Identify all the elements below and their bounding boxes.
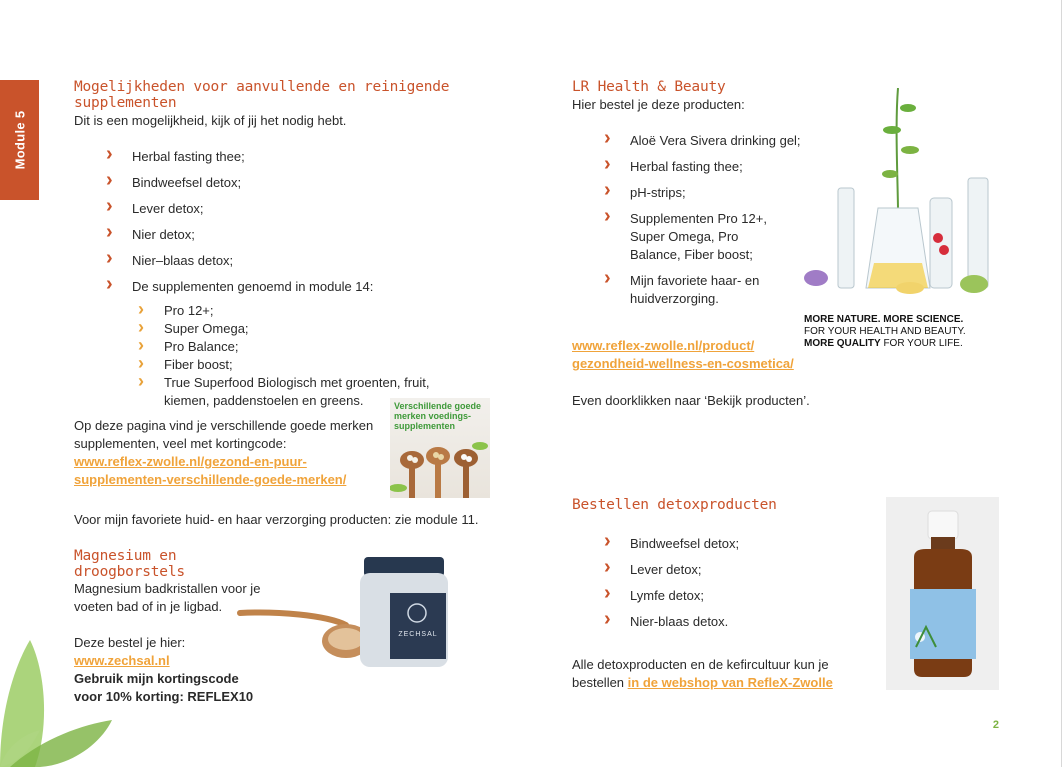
module-tab-label: Module 5 bbox=[12, 110, 27, 170]
skin-care-text: Voor mijn favoriete huid- en haar verzorging producten: zie module 11. bbox=[74, 512, 479, 527]
discount-line-2: voor 10% korting: REFLEX10 bbox=[74, 689, 254, 704]
detox-order-text: Alle detoxproducten en de kefircultuur kun je bestellen in de webshop van RefleX-Zwolle bbox=[572, 657, 833, 690]
sub-list-item: › True Superfood Biologisch met groenten, fruit, kiemen, paddenstoelen en greens. bbox=[138, 374, 438, 410]
list-item: › Herbal fasting thee; bbox=[604, 158, 804, 176]
lr-slogan: MORE NATURE. MORE SCIENCE. FOR YOUR HEALTH AND BEAUTY. MORE QUALITY FOR YOUR LIFE. bbox=[804, 314, 966, 349]
supplements-intro: Dit is een mogelijkheid, kijk of jij het nodig hebt. bbox=[74, 113, 347, 128]
brands-block bbox=[74, 417, 389, 489]
magnesium-heading: Magnesium en droogborstels bbox=[74, 548, 185, 580]
list-item: › Lymfe detox; bbox=[604, 587, 872, 613]
module-tab bbox=[0, 80, 39, 200]
detox-heading: Bestellen detoxproducten bbox=[572, 497, 777, 513]
discount-line-1: Gebruik mijn kortingscode bbox=[74, 671, 239, 686]
detox-list bbox=[604, 535, 872, 639]
sub-list-item: › Pro 12+; bbox=[138, 302, 438, 320]
page-number: 2 bbox=[992, 719, 999, 731]
lr-products-link[interactable]: www.reflex-zwolle.nl/product/ gezondheid-wellness-en-cosmetica/ bbox=[572, 338, 794, 371]
right-column bbox=[572, 79, 812, 308]
list-item: › Herbal fasting thee; bbox=[106, 148, 504, 174]
supplement-list bbox=[106, 148, 504, 302]
list-item: › Nier–blaas detox; bbox=[106, 252, 504, 278]
sub-supplement-list bbox=[138, 302, 438, 410]
sub-list-item: › Pro Balance; bbox=[138, 338, 438, 356]
list-item: › Lever detox; bbox=[604, 561, 872, 587]
detox-bottle-image bbox=[886, 497, 999, 690]
zechsal-link[interactable]: www.zechsal.nl bbox=[74, 653, 170, 668]
supplements-heading: Mogelijkheden voor aanvullende en reinigende supplementen bbox=[74, 79, 450, 111]
list-item: › Bindweefsel detox; bbox=[106, 174, 504, 200]
list-item: › Mijn favoriete haar- en huidverzorging. bbox=[604, 272, 760, 308]
left-column bbox=[74, 79, 504, 410]
list-item: › De supplementen genoemd in module 14: bbox=[106, 278, 504, 302]
list-item: › Nier-blaas detox. bbox=[604, 613, 872, 639]
sub-list-item: › Fiber boost; bbox=[138, 356, 438, 374]
magnesium-jar-image bbox=[236, 553, 450, 671]
list-item: › Lever detox; bbox=[106, 200, 504, 226]
lr-heading: LR Health & Beauty bbox=[572, 79, 726, 95]
lr-lab-image bbox=[798, 88, 1002, 368]
lr-intro: Hier bestel je deze producten: bbox=[572, 97, 745, 112]
lr-product-list bbox=[604, 132, 804, 308]
brands-link[interactable]: www.reflex-zwolle.nl/gezond-en-puur- supplementen-verschillende-goede-merken/ bbox=[74, 454, 347, 487]
jar-brand: ZECHSAL bbox=[398, 631, 438, 638]
list-item: › pH-strips; bbox=[604, 184, 804, 202]
brands-text: Op deze pagina vind je verschillende goede merken supplementen, veel met kortingcode: bbox=[74, 418, 374, 451]
detox-block bbox=[572, 497, 872, 639]
click-through-text: Even doorklikken naar ‘Bekijk producten’. bbox=[572, 393, 810, 408]
list-item: › Nier detox; bbox=[106, 226, 504, 252]
image-caption: Verschillende goede merken voedings-supplementen bbox=[394, 401, 482, 431]
list-item: › Bindweefsel detox; bbox=[604, 535, 872, 561]
list-item: › Supplementen Pro 12+, Super Omega, Pro Balance, Fiber boost; bbox=[604, 210, 780, 264]
list-item: › Aloë Vera Sivera drinking gel; bbox=[604, 132, 804, 150]
webshop-link[interactable]: in de webshop van RefleX-Zwolle bbox=[627, 675, 833, 690]
supplements-spoons-image[interactable] bbox=[390, 398, 490, 498]
magnesium-text: Magnesium badkristallen voor je voeten bad of in je ligbad. bbox=[74, 581, 261, 614]
sub-list-item: › Super Omega; bbox=[138, 320, 438, 338]
order-text: Deze bestel je hier: bbox=[74, 635, 186, 650]
